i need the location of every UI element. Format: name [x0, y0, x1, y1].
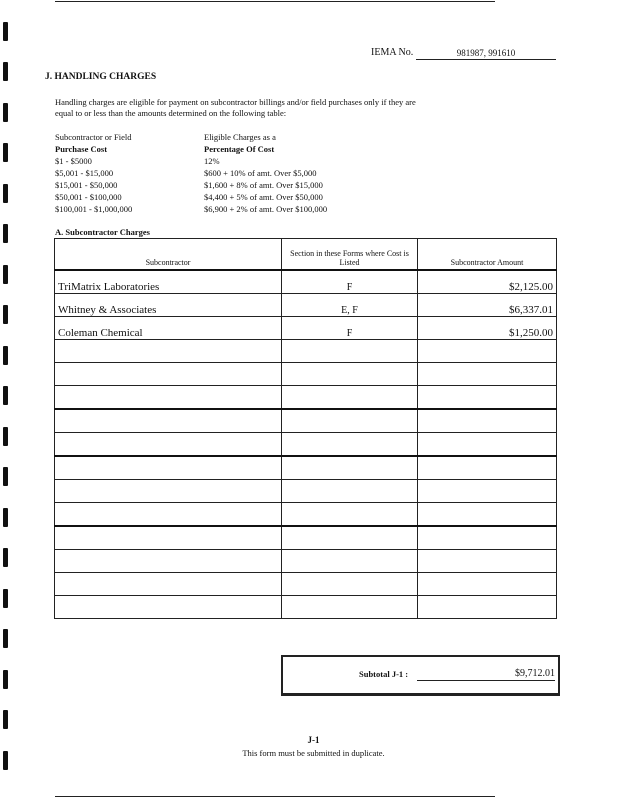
- rate-charge: $1,600 + 8% of amt. Over $15,000: [204, 180, 323, 190]
- table-row: [55, 596, 557, 619]
- edge-mark: [3, 143, 8, 162]
- amount: [418, 573, 557, 596]
- amount: [418, 456, 557, 480]
- amount: [418, 386, 557, 410]
- edge-mark: [3, 629, 8, 648]
- section-ref: [282, 386, 418, 410]
- table-row: [55, 550, 557, 573]
- amount: $6,337.01: [418, 294, 557, 317]
- table-header-row: [55, 239, 557, 271]
- edge-mark: [3, 386, 8, 405]
- edge-mark: [3, 710, 8, 729]
- subcontractor-name: [55, 340, 282, 363]
- amount: [418, 363, 557, 386]
- section-ref: [282, 503, 418, 527]
- bottom-rule: [55, 796, 495, 797]
- rate-charge: 12%: [204, 156, 220, 166]
- table-row: [55, 433, 557, 457]
- section-ref: [282, 340, 418, 363]
- col-header-subcontractor: Subcontractor: [55, 239, 282, 271]
- amount: [418, 433, 557, 457]
- section-ref: [282, 456, 418, 480]
- amount: [418, 596, 557, 619]
- subcontractor-name: [55, 433, 282, 457]
- top-rule: [55, 1, 495, 2]
- subcontractor-name: [55, 550, 282, 573]
- subcontractor-charges-table: [54, 238, 557, 619]
- subcontractor-name: TriMatrix Laboratories: [55, 270, 282, 294]
- subcontractor-name: [55, 526, 282, 550]
- rate-cost: $50,001 - $100,000: [55, 192, 122, 202]
- rate-cost: $100,001 - $1,000,000: [55, 204, 133, 214]
- subtotal-box: [281, 655, 560, 696]
- amount: [418, 526, 557, 550]
- table-row: [55, 409, 557, 433]
- subcontractor-name: [55, 503, 282, 527]
- subcontractor-name: [55, 480, 282, 503]
- section-ref: [282, 550, 418, 573]
- subcontractor-name: [55, 596, 282, 619]
- edge-mark: [3, 22, 8, 41]
- edge-mark: [3, 467, 8, 486]
- table-row: [55, 270, 557, 294]
- subcontractor-name: [55, 409, 282, 433]
- amount: [418, 340, 557, 363]
- table-row: [55, 526, 557, 550]
- rate-charge: $4,400 + 5% of amt. Over $50,000: [204, 192, 323, 202]
- rate-cost: $5,001 - $15,000: [55, 168, 114, 178]
- edge-mark: [3, 508, 8, 527]
- subtotal-value: $9,712.01: [417, 667, 555, 681]
- edge-mark: [3, 103, 8, 122]
- table-row: [55, 294, 557, 317]
- subcontractor-name: [55, 456, 282, 480]
- subcontractor-name: Whitney & Associates: [55, 294, 282, 317]
- section-ref: [282, 433, 418, 457]
- edge-mark: [3, 62, 8, 81]
- table-row: [55, 456, 557, 480]
- col-header-section: Section in these Forms where Cost is Listed: [282, 239, 418, 271]
- table-row: [55, 317, 557, 340]
- subcontractor-name: [55, 573, 282, 596]
- subtotal-label: Subtotal J-1 :: [359, 669, 409, 679]
- edge-mark: [3, 224, 8, 243]
- table-row: [55, 386, 557, 410]
- edge-mark: [3, 265, 8, 284]
- rate-charge: $6,900 + 2% of amt. Over $100,000: [204, 204, 328, 214]
- amount: $2,125.00: [418, 270, 557, 294]
- rate-col1-header-1: Subcontractor or Field: [55, 132, 132, 142]
- section-ref: [282, 526, 418, 550]
- edge-mark: [3, 427, 8, 446]
- duplicate-note: This form must be submitted in duplicate.: [242, 748, 385, 758]
- rate-col2-header-1: Eligible Charges as a: [204, 132, 276, 142]
- col-header-amount: Subcontractor Amount: [418, 239, 557, 271]
- section-ref: [282, 363, 418, 386]
- table-row: [55, 573, 557, 596]
- section-ref: [282, 409, 418, 433]
- section-ref: E, F: [282, 294, 418, 317]
- intro-line-1: Handling charges are eligible for payment on subcontractor billings and/or field purchases only if they are: [55, 97, 416, 107]
- amount: $1,250.00: [418, 317, 557, 340]
- intro-line-2: equal to or less than the amounts determined on the following table:: [55, 108, 287, 118]
- section-ref: [282, 596, 418, 619]
- page-number: J-1: [307, 735, 320, 745]
- section-ref: F: [282, 317, 418, 340]
- edge-mark: [3, 346, 8, 365]
- rate-col1-header-2: Purchase Cost: [55, 144, 108, 154]
- iema-label: IEMA No.: [371, 47, 414, 58]
- amount: [418, 550, 557, 573]
- rate-col2-header-2: Percentage Of Cost: [204, 144, 275, 154]
- iema-number: 981987, 991610: [416, 47, 556, 60]
- rate-cost: $15,001 - $50,000: [55, 180, 118, 190]
- edge-mark: [3, 305, 8, 324]
- charges-title: A. Subcontractor Charges: [55, 227, 150, 237]
- table-row: [55, 340, 557, 363]
- table-row: [55, 363, 557, 386]
- section-ref: [282, 480, 418, 503]
- subcontractor-name: [55, 363, 282, 386]
- section-ref: F: [282, 270, 418, 294]
- edge-mark: [3, 548, 8, 567]
- section-ref: [282, 573, 418, 596]
- rate-charge: $600 + 10% of amt. Over $5,000: [204, 168, 317, 178]
- subcontractor-name: Coleman Chemical: [55, 317, 282, 340]
- section-title: J. HANDLING CHARGES: [45, 72, 157, 82]
- subcontractor-name: [55, 386, 282, 410]
- edge-mark: [3, 670, 8, 689]
- edge-mark: [3, 589, 8, 608]
- amount: [418, 503, 557, 527]
- amount: [418, 480, 557, 503]
- amount: [418, 409, 557, 433]
- table-row: [55, 480, 557, 503]
- edge-mark: [3, 184, 8, 203]
- table-row: [55, 503, 557, 527]
- rate-cost: $1 - $5000: [55, 156, 92, 166]
